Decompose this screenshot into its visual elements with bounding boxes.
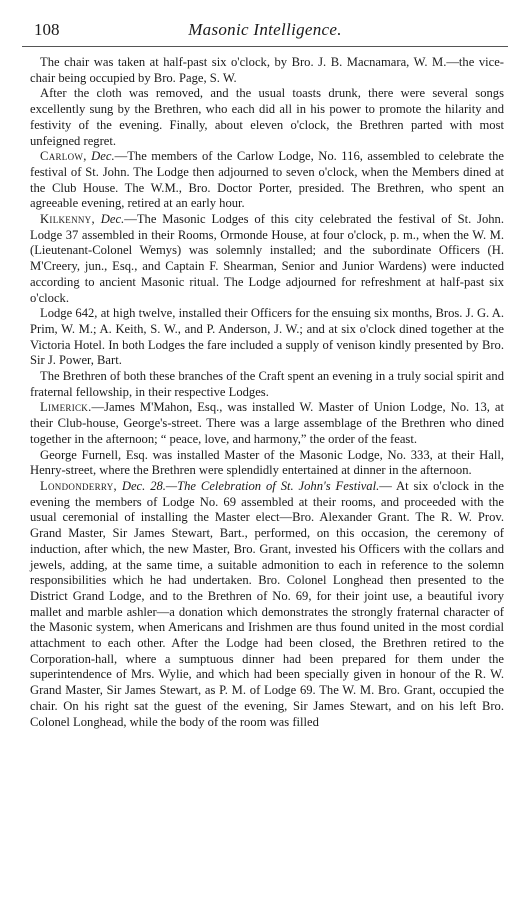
paragraph-text: The chair was taken at half-past six o'clock, by Bro. J. B. Macnamara, W. M.—the vice-chair being occupied by Bro. Page, S. W. [30, 55, 504, 85]
paragraph [30, 448, 504, 479]
paragraph-text: George Furnell, Esq. was installed Master of the Masonic Lodge, No. 333, at their Hall, Henry-street, where the Brethren were splendidly entertained at dinner in the afternoon. [30, 447, 504, 478]
paragraph-text: Lodge 642, at high twelve, installed their Officers for the ensuing six months, Bros. J. G. A. Prim, W. M.; A. Keith, S. W., and P. Anderson, J. W.; and at six o'clock dined together at the Victoria Hotel. In both Lodges the fare included a supply of venison kindly presented by Bro. Sir J. Power, Bart. [30, 306, 504, 368]
paragraph-text: After the cloth was removed, and the usual toasts drunk, there were several songs excellently sung by the Brethren, who each did all in his power to promote the hilarity and festivity of the evening. Finally, about eleven o'clock, the Brethren parted with most unfeigned regret. [30, 86, 504, 148]
paragraph-text: The Brethren of both these branches of the Craft spent an evening in a truly social spirit and fraternal fellowship, in their respective Lodges. [30, 369, 504, 399]
paragraph [30, 479, 504, 730]
place-heading: Kilkenny, [40, 212, 95, 227]
paragraph [30, 369, 504, 400]
date-heading: Dec. 28.—The Celebration of St. John's Festival. [121, 478, 380, 493]
place-heading: Limerick. [40, 400, 92, 415]
paragraph [30, 55, 504, 86]
running-head: Masonic Intelligence. [188, 20, 342, 39]
page-header [22, 18, 508, 47]
paragraph-text: —James M'Mahon, Esq., was installed W. Master of Union Lodge, No. 13, at their Club-house, George's-street. There was a large assemblage of the Brethren who dined together in the afternoon; “ peace, love, and harmony,” the order of the feast. [30, 400, 504, 446]
paragraph-text: — At six o'clock in the evening the members of Lodge No. 69 assembled at their rooms, and proceeded with the usual ceremonial of installing the Master elect—Bro. Alexander Grant. The R. W. Prov. Grand Master, Sir James Stewart, Bart., performed, on this occasion, the ceremony of induction, after which, the new Master, Bro. Grant, invested his Officers with the collars and jewels, adding, at the same time, a suitable admonition to each in reference to the solemn responsibilities which he had undertaken. Bro. Colonel Longhead then presented to the District Grand Lodge, and to the Brethren of No. 69, for their joint use, a beautiful ivory mallet and marble ashler—a donation which demonstrates the strongly fraternal character of the Masonic system, when Americans and Irishmen are thus found united in the most cordial attachment to each other. After the Lodge had been closed, the Brethren retired to the Corporation-hall, where a sumptuous dinner had been prepared for them under the superintendence of Mrs. Wylie, and which had been specially given in honour of the R. W. Grand Master, Sir James Stewart, as P. M. of Lodge 69. The W. M. Bro. Grant, occupied the chair. On his right sat the guest of the evening, Sir James Stewart, and on his left Bro. Colonel Longhead, while the body of the room was filled [30, 478, 504, 729]
paragraph [30, 212, 504, 306]
paragraph-text: —The members of the Carlow Lodge, No. 116, assembled to celebrate the festival of St. John. The Lodge then adjourned to seven o'clock, when the Members dined at the Club House. The W.M., Bro. Doctor Porter, presided. The Brethren, who spent an agreeable evening, retired at an early hour. [30, 149, 504, 211]
paragraph [30, 306, 504, 369]
paragraph [30, 400, 504, 447]
date-heading: Dec. [100, 212, 125, 227]
paragraph [30, 86, 504, 149]
paragraph-text: —The Masonic Lodges of this city celebrated the festival of St. John. Lodge 37 assembled in their Rooms, Ormonde House, at four o'clock, p. m., when the W. M. (Lieutenant-Colonel Wemys) was solemnly installed; and the subordinate Officers (H. M'Creery, jun., Esq., and Captain F. Shearman, Senior and Junior Wardens) were inducted according to ancient Masonic ritual. The Lodge adjourned for refreshment at half-past six o'clock. [30, 212, 505, 305]
date-heading: Dec. [91, 149, 115, 164]
paragraph [30, 149, 504, 212]
page-number: 108 [34, 20, 60, 39]
place-heading: Londonderry, [40, 478, 117, 493]
body-text [22, 55, 508, 730]
place-heading: Carlow, [40, 149, 87, 164]
